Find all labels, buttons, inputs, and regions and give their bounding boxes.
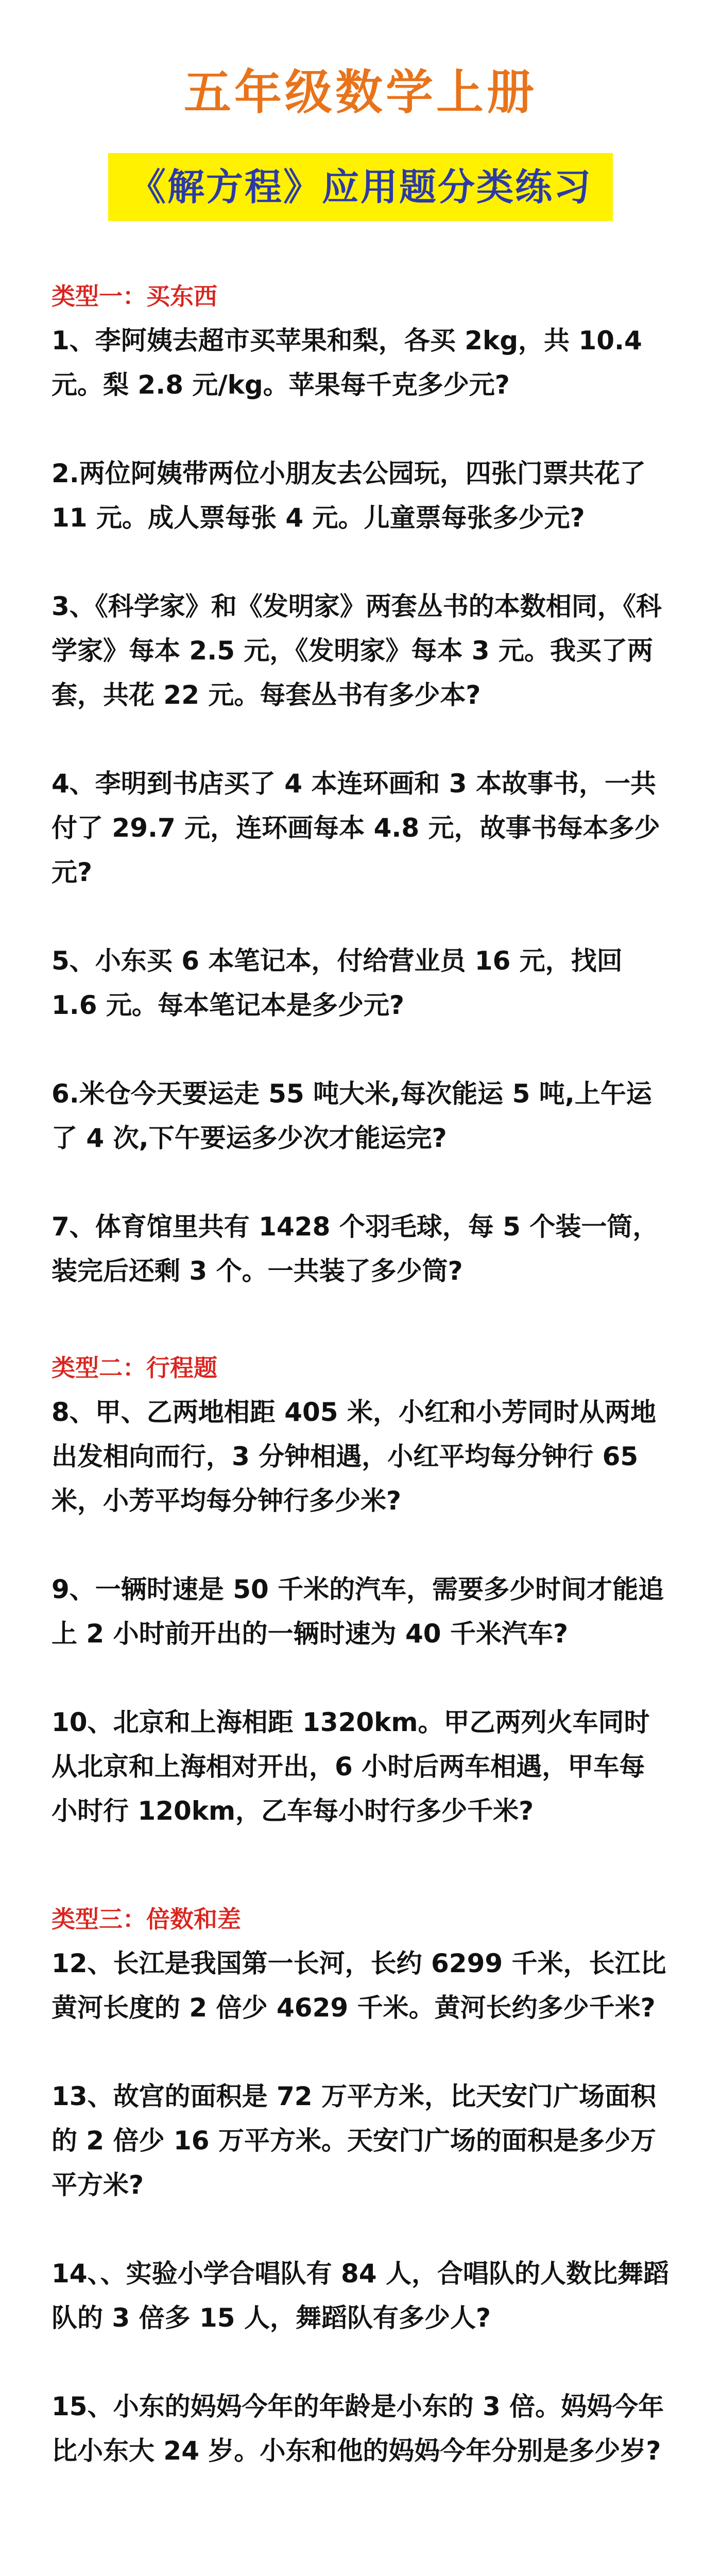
question-1: 1、李阿姨去超市买苹果和梨，各买 2kg，共 10.4 元。梨 2.8 元/kg。苹果每千克多少元? [52,326,642,400]
question-8: 8、甲、乙两地相距 405 米，小红和小芳同时从两地出发相向而行，3 分钟相遇，小红平均每分钟行 65 米，小芳平均每分钟行多少米? [52,1397,656,1516]
category-heading: 类型一：买东西 [52,282,217,310]
question-10: 10、北京和上海相距 1320km。甲乙两列火车同时从北京和上海相对开出，6 小时后两车相遇，甲车每小时行 120km，乙车每小时行多少千米? [52,1707,650,1826]
section-multiples-difference [52,1901,670,2473]
page-title: 五年级数学上册 [183,65,537,120]
question-6: 6.米仓今天要运走 55 吨大米,每次能运 5 吨,上午运了 4 次,下午要运多少次才能运完? [52,1079,652,1153]
category-heading: 类型三：倍数和差 [52,1905,241,1933]
question-3: 3、《科学家》和《发明家》两套丛书的本数相同，《科学家》每本 2.5 元，《发明家》每本 3 元。我买了两套，共花 22 元。每套丛书有多少本? [52,591,662,710]
question-7: 7、体育馆里共有 1428 个羽毛球，每 5 个装一筒，装完后还剩 3 个。一共装了多少筒? [52,1212,659,1286]
category-heading: 类型二：行程题 [52,1354,217,1382]
question-12: 12、长江是我国第一长河，长约 6299 千米，长江比黄河长度的 2 倍少 4629 千米。黄河长约多少千米? [52,1948,666,2023]
question-15: 15、小东的妈妈今年的年龄是小东的 3 倍。妈妈今年比小东大 24 岁。小东和他的妈妈今年分别是多少岁? [52,2392,664,2466]
question-13: 13、故宫的面积是 72 万平方米，比天安门广场面积的 2 倍少 16 万平方米。天安门广场的面积是多少万平方米? [52,2081,656,2200]
question-5: 5、小东买 6 本笔记本，付给营业员 16 元，找回 1.6 元。每本笔记本是多少元? [52,946,623,1020]
subtitle-banner: 《解方程》应用题分类练习 [108,153,613,221]
question-14: 14、、实验小学合唱队有 84 人，合唱队的人数比舞蹈队的 3 倍多 15 人，舞蹈队有多少人? [52,2259,669,2333]
section-travel [52,1350,670,1833]
question-4: 4、李明到书店买了 4 本连环画和 3 本故事书，一共付了 29.7 元，连环画每本 4.8 元，故事书每本多少元? [52,769,660,887]
question-9: 9、一辆时速是 50 千米的汽车，需要多少时间才能追上 2 小时前开出的一辆时速为 40 千米汽车? [52,1574,664,1649]
section-buying [52,278,670,1293]
subtitle-wrap [52,153,670,221]
question-2: 2.两位阿姨带两位小朋友去公园玩，四张门票共花了 11 元。成人票每张 4 元。儿童票每张多少元? [52,459,646,533]
